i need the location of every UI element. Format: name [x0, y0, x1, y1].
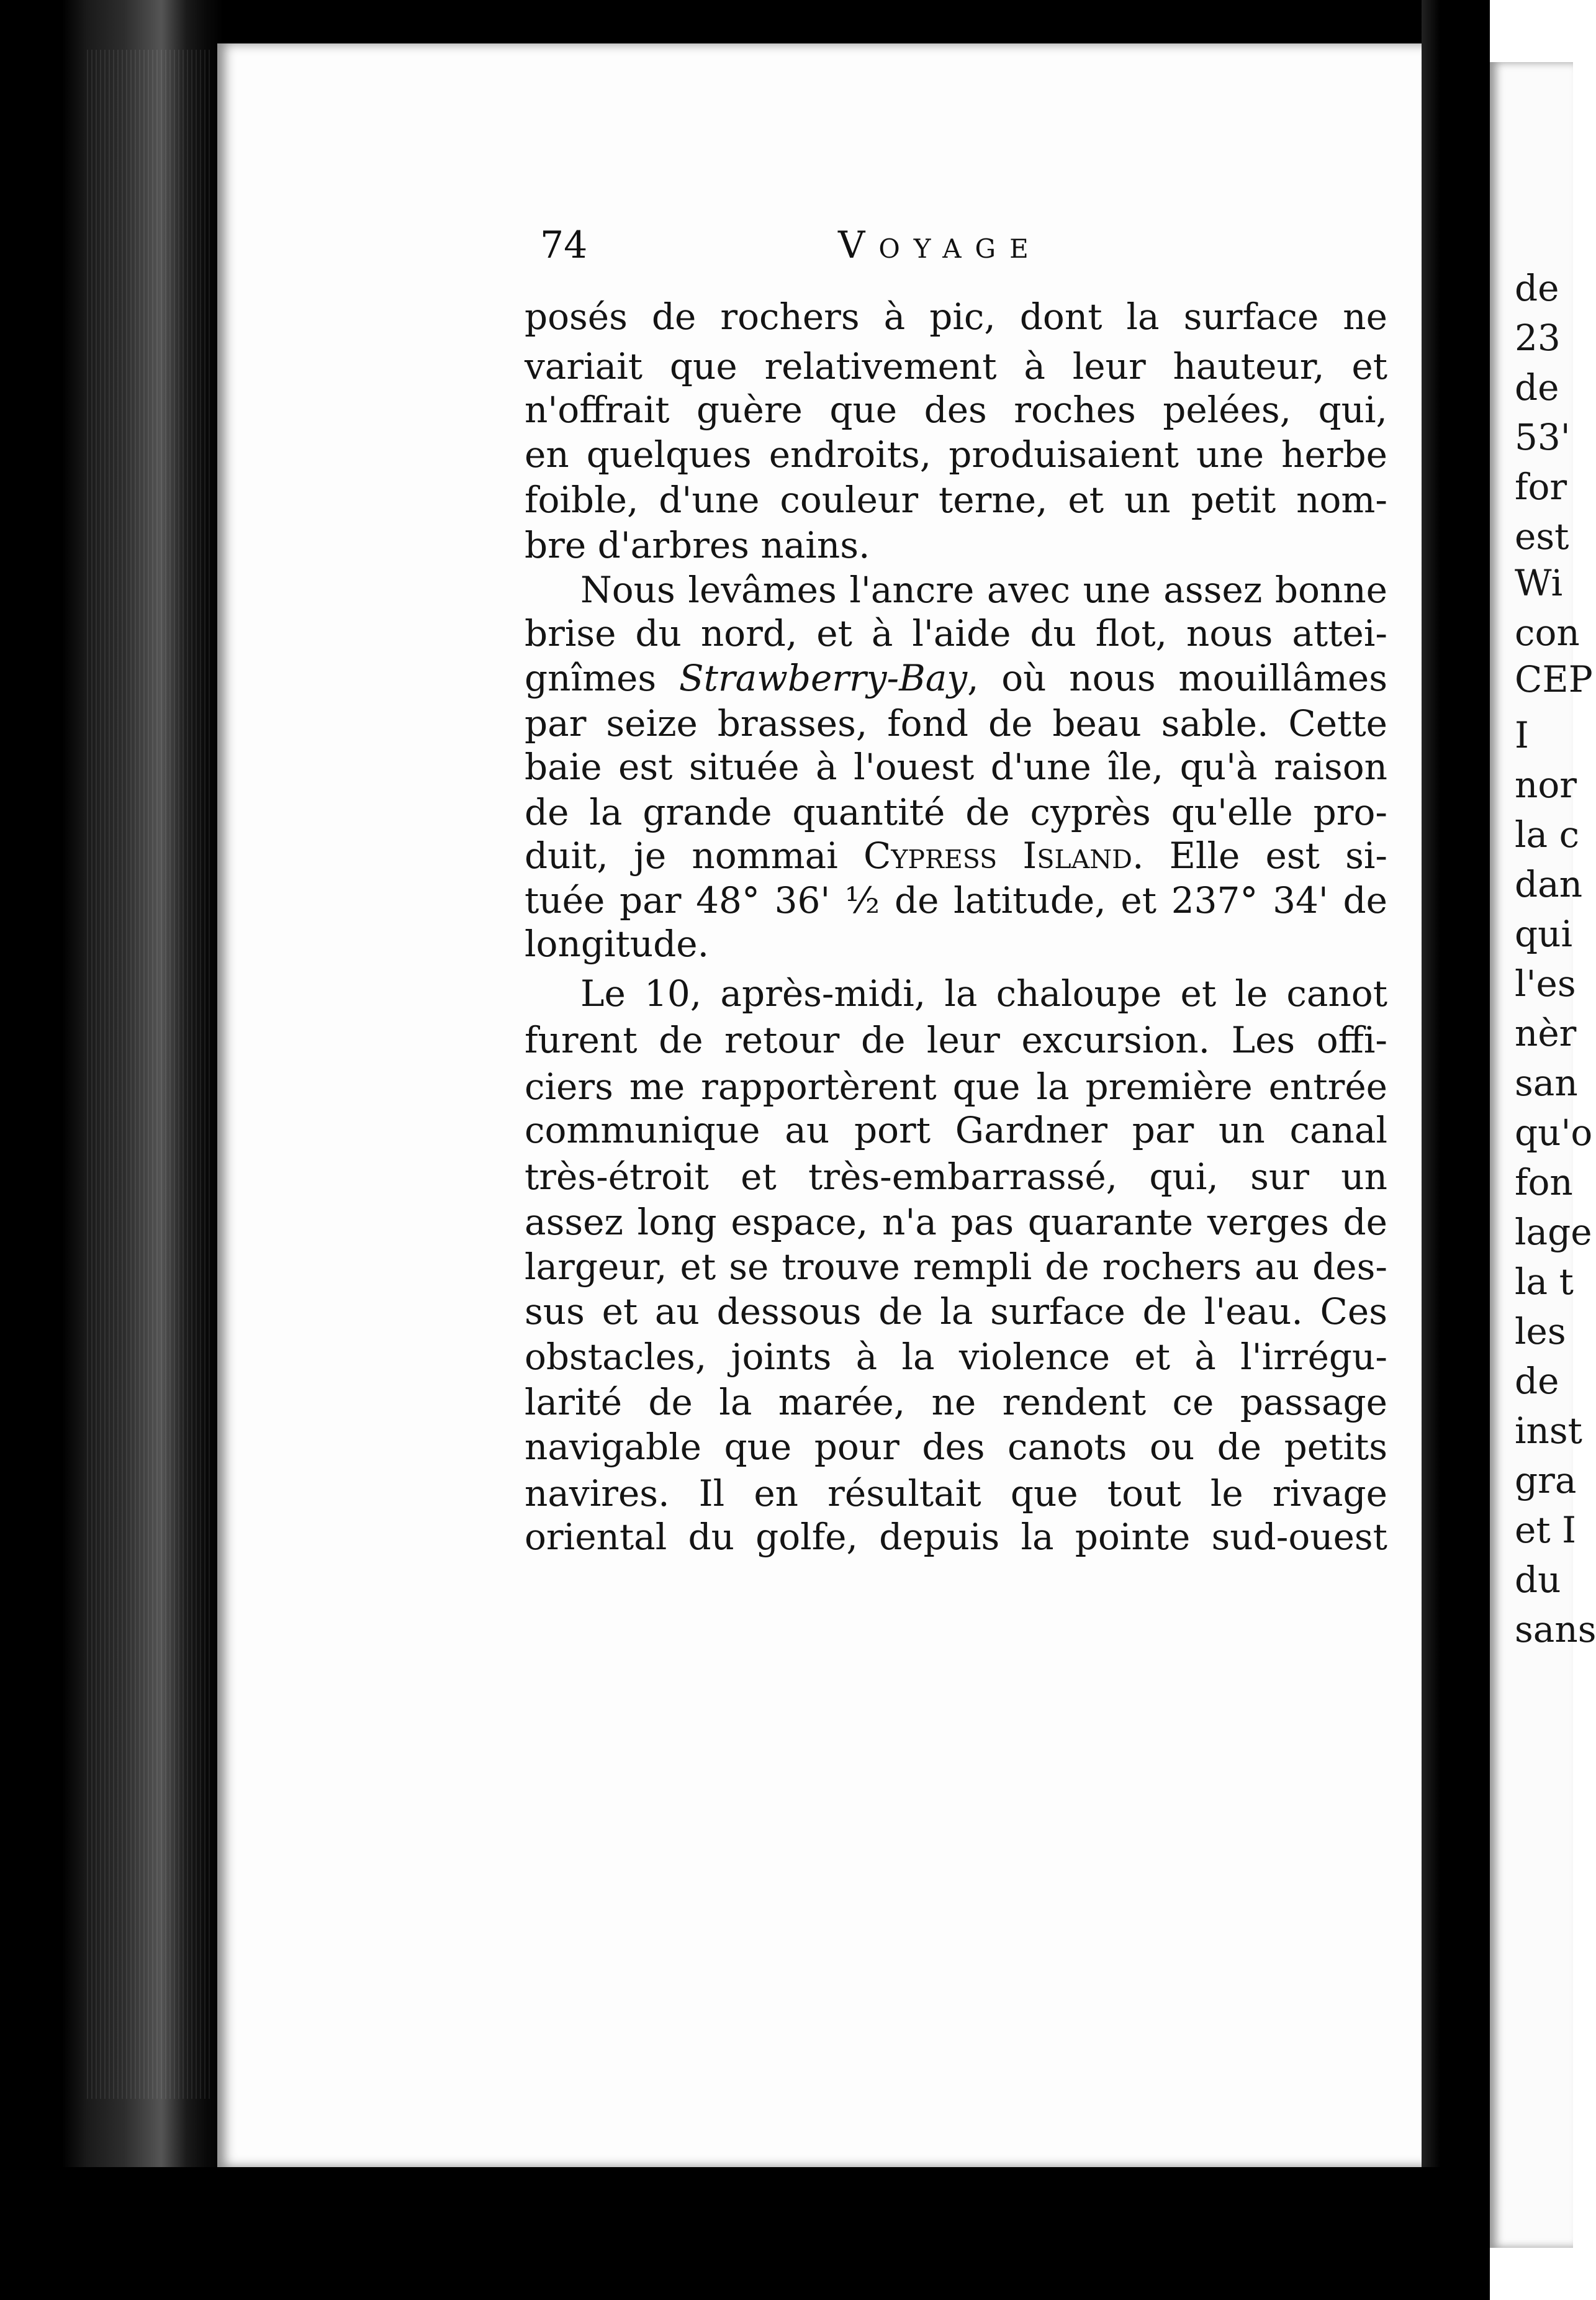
text-run: duit, je nommai [525, 835, 863, 877]
next-page-line: de [1515, 1360, 1559, 1402]
text-line: navires. Il en résultait que tout le rivage [525, 1472, 1387, 1514]
book-spine-edge [0, 0, 223, 2300]
text-run: gnîmes [525, 657, 679, 699]
next-page-line: 23 [1515, 317, 1561, 359]
next-page-line: inst [1515, 1410, 1582, 1452]
scan-border-bottom [0, 2167, 1490, 2300]
next-page-line: lage [1515, 1211, 1592, 1253]
next-page-line: 53' [1515, 416, 1571, 458]
next-page-line: est [1515, 515, 1569, 558]
next-page-line: l'es [1515, 962, 1576, 1005]
text-line: obstacles, joints à la violence et à l'irrégu- [525, 1336, 1387, 1378]
text-line [525, 831, 1387, 881]
next-page-line: fon [1515, 1161, 1573, 1203]
next-page-line: nor [1515, 764, 1577, 806]
next-page-line: I [1515, 714, 1529, 756]
next-page-fragment [1490, 62, 1596, 2248]
text-line [525, 653, 1387, 703]
running-title: Voyage [838, 224, 1042, 267]
next-page-line: de [1515, 267, 1559, 309]
text-line: largeur, et se trouve rempli de rochers au des- [525, 1246, 1387, 1288]
text-line: par seize brasses, fond de beau sable. Cette [525, 702, 1387, 745]
text-line: communique au port Gardner par un canal [525, 1109, 1387, 1151]
next-page-line: Wi [1515, 562, 1563, 604]
text-line: bre d'arbres nains. [525, 524, 870, 566]
text-line: très-étroit et très-embarrassé, qui, sur un [525, 1156, 1387, 1198]
text-line: larité de la marée, ne rendent ce passage [525, 1381, 1387, 1423]
text-line: oriental du golfe, depuis la pointe sud-ouest [525, 1516, 1387, 1558]
text-line: sus et au dessous de la surface de l'eau. Ces [525, 1290, 1387, 1333]
next-page-line: san [1515, 1062, 1578, 1104]
text-line: furent de retour de leur excursion. Les offi- [525, 1019, 1387, 1061]
next-page-line: sans [1515, 1608, 1596, 1650]
text-line: assez long espace, n'a pas quarante verges de [525, 1201, 1387, 1243]
text-run: , où nous mouillâmes [967, 657, 1387, 699]
next-page-line: de [1515, 366, 1559, 409]
text-line: n'offrait guère que des roches pelées, qui, [525, 389, 1387, 431]
next-page-line: gra [1515, 1459, 1577, 1501]
next-page-line: CEP [1515, 658, 1593, 700]
text-line: en quelques endroits, produisaient une herbe [525, 433, 1387, 476]
text-line: brise du nord, et à l'aide du flot, nous attei- [525, 612, 1387, 654]
next-page-line: et I [1515, 1509, 1576, 1551]
page-number: 74 [540, 224, 588, 267]
text-line: Le 10, après-midi, la chaloupe et le canot [580, 972, 1387, 1015]
next-page-line: du [1515, 1559, 1561, 1601]
text-line: foible, d'une couleur terne, et un petit nom- [525, 479, 1387, 521]
next-page-line: con [1515, 612, 1580, 654]
next-page-line: dan [1515, 863, 1583, 905]
text-line: baie est située à l'ouest d'une île, qu'à raison [525, 746, 1387, 788]
page-gutter [1422, 0, 1490, 2300]
place-name-italic: Strawberry-Bay [679, 657, 968, 699]
text-line: posés de rochers à pic, dont la surface ne [525, 296, 1387, 338]
next-page-line: nèr [1515, 1012, 1577, 1054]
running-header [540, 224, 1099, 279]
next-page-line: qui [1515, 913, 1573, 955]
text-line: Nous levâmes l'ancre avec une assez bonne [580, 569, 1387, 611]
text-line: de la grande quantité de cyprès qu'elle pro- [525, 791, 1387, 833]
text-line: navigable que pour des canots ou de petits [525, 1426, 1387, 1468]
text-line: longitude. [525, 923, 710, 965]
text-line: ciers me rapportèrent que la première entrée [525, 1066, 1387, 1108]
text-run: . Elle est si- [1132, 835, 1387, 877]
place-name-smallcaps: Cypress Island [863, 835, 1132, 877]
next-page-line: qu'o [1515, 1112, 1593, 1154]
text-line: tuée par 48° 36' ½ de latitude, et 237° 34' de [525, 879, 1387, 921]
next-page-line: les [1515, 1310, 1566, 1352]
next-page-line: for [1515, 466, 1567, 508]
text-line: variait que relativement à leur hauteur, et [525, 345, 1387, 387]
next-page-line: la t [1515, 1261, 1574, 1303]
scan-border-top [223, 0, 1428, 43]
next-page-line: la c [1515, 813, 1580, 856]
